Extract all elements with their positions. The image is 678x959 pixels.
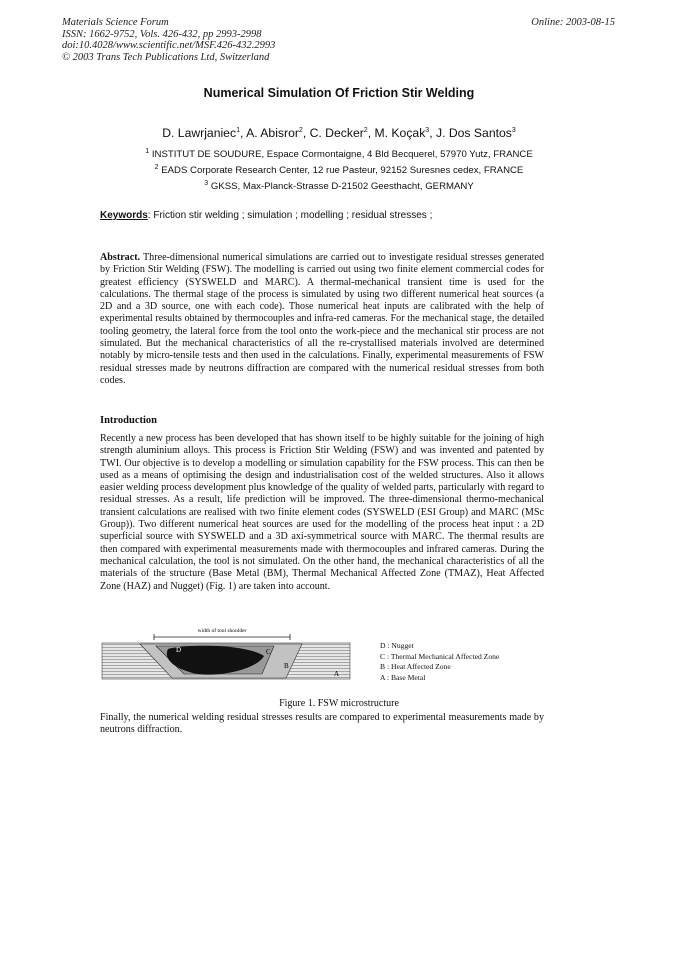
- journal-name: Materials Science Forum: [62, 17, 169, 28]
- keywords: [100, 210, 432, 221]
- figure-legend: [380, 641, 499, 683]
- zone-letter-d: D: [176, 646, 182, 654]
- author: D. Lawrjaniec$^1$,: [162, 126, 247, 140]
- zone-letter-a: A: [334, 670, 340, 678]
- closing-paragraph: Finally, the numerical welding residual stresses results are compared to experimental measurements made by neutrons diffraction.: [100, 712, 544, 736]
- zone-letter-b: B: [284, 662, 289, 670]
- author: M. Koçak$^3$,: [374, 126, 436, 140]
- introduction-text: Recently a new process has been developed that has shown itself to be highly suitable for the joining of high strength aluminium alloys. This process is Friction Stir Welding (FSW) and was invented and patented by TWI. Our objective is to develop a modelling or simulation capability for the FSW process. This can then be used as a means of optimising the design and industrialisation cost of the welded structures. Also it allows easier welding process development plus knowledge of the quality of welded parts, particularly with regard to residual stresses. As a result, life prediction will be improved. The three-dimensional thermo-mechanical transient calculations are realised with two finite element codes (SYSWELD (ESI Group) and MARC (MSc Group)). Two different numerical heat sources are used for the modelling of the process heat input : a 2D superficial source with SYSWELD and a 3D axi-symmetrical source with MARC. The thermal results are then compared with experimental measurements made with thermocouples and infrared cameras. During the mechanical calculation, the tool is not simulated. On the other hand, the mechanical characteristics of all the materials of the structure (Base Metal (BM), Thermal Mechanical Affected Zone (TMAZ), Heat Affected Zone (HAZ) and Nugget) (Fig. 1) are taken into account.: [100, 433, 544, 592]
- online-date: Online: 2003-08-15: [531, 17, 615, 28]
- legend-item-nugget: D : Nugget: [380, 641, 414, 650]
- affiliation-1: $^1$ INSTITUT DE SOUDURE, Espace Cormontaigne, 4 Bld Becquerel, 57970 Yutz, FRANCE: [145, 147, 533, 160]
- author: A. Abisror$^2$,: [246, 126, 310, 140]
- zone-letter-c: C: [266, 648, 271, 656]
- journal-header: [62, 17, 275, 63]
- keywords-text: : Friction stir welding ; simulation ; modelling ; residual stresses ;: [147, 210, 433, 221]
- keywords-label: Keywords: [100, 210, 148, 221]
- abstract: [100, 252, 544, 387]
- affiliation-3: $^3$ GKSS, Max-Planck-Strasse D-21502 Geesthacht, GERMANY: [204, 179, 474, 192]
- shoulder-width-label: width of tool shoulder: [197, 628, 247, 634]
- abstract-text: Three-dimensional numerical simulations are carried out to investigate residual stresses generated by Friction Stir Welding (FSW). The modelling is carried out using two finite element commercial codes for greatest efficiency (SYSWELD and MARC). A thermal-mechanical transient time is used for the calculations. The thermal stage of the process is simulated by using two different numerical heat sources (a 2D and a 3D source, one with each code). Those numerical heat inputs are calibrated with the help of experimental results obtained by thermocouples and infra-red cameras. For the mechanical stage, the detailed tooling geometry, the lateral force from the tool onto the work-piece and the mechanical stir process are not simulated. But the mechanical characteristics of all the re-crystallised materials involved are determined notably by micro-tensile tests and then used in the calculations. Finally, experimental measurements of FSW residual stresses made by neutrons diffraction are compared with the numerical residual stresses from both codes.: [100, 252, 544, 386]
- legend-item-base-metal: A : Base Metal: [380, 672, 426, 682]
- author: J. Dos Santos$^3$: [435, 126, 516, 140]
- issn-line: ISSN: 1662-9752, Vols. 426-432, pp 2993-2998: [62, 28, 262, 40]
- section-heading-introduction: Introduction: [100, 415, 157, 426]
- doi-line: doi:10.4028/www.scientific.net/MSF.426-432.2993: [62, 40, 276, 51]
- author: C. Decker$^2$,: [309, 126, 375, 140]
- figure-caption: Figure 1. FSW microstructure: [279, 698, 399, 709]
- paper-title: Numerical Simulation Of Friction Stir Welding: [203, 86, 475, 100]
- abstract-label: Abstract.: [100, 252, 141, 263]
- copyright-line: © 2003 Trans Tech Publications Ltd, Switzerland: [62, 51, 270, 63]
- legend-item-haz: B : Heat Affected Zone: [380, 662, 451, 671]
- affiliation-2: $^2$ EADS Corporate Research Center, 12 rue Pasteur, 92152 Suresnes cedex, FRANCE: [154, 163, 524, 176]
- author-list: [0, 126, 678, 140]
- legend-item-tmaz: C : Thermal Mechanical Affected Zone: [380, 651, 500, 661]
